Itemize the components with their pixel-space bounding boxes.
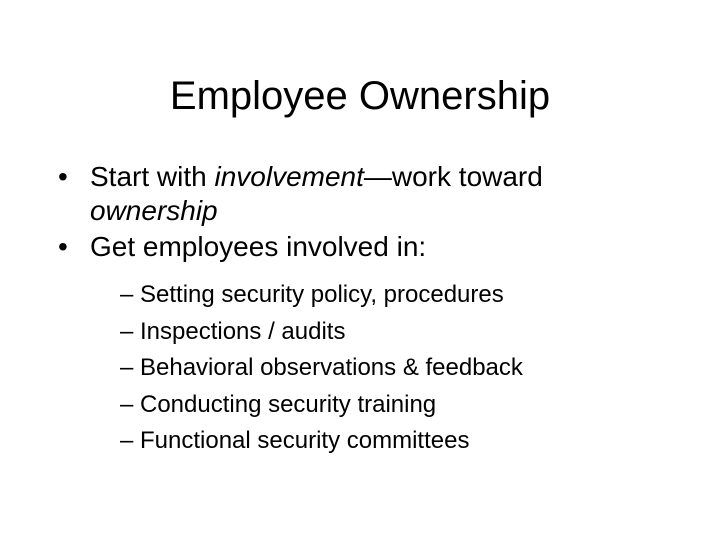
subbullet-item: [120, 314, 680, 351]
bullet-text-segment: Start with: [90, 161, 215, 192]
subbullet-item: [120, 277, 680, 314]
bullet-text-segment: —work toward: [363, 161, 543, 192]
subbullet-item: [120, 423, 680, 460]
subbullet-marker: –: [120, 427, 134, 454]
subbullet-text: Setting security policy, procedures: [140, 281, 504, 308]
bullet-list: [58, 160, 678, 266]
bullet-text-emphasis: involvement: [214, 161, 364, 192]
bullet-text-segment: Get employees involved in:: [90, 231, 427, 262]
bullet-marker: •: [58, 161, 68, 192]
subbullet-item: [120, 387, 680, 424]
subbullet-text: Conducting security training: [140, 390, 437, 418]
subbullet-text: Inspections / audits: [140, 317, 346, 345]
bullet-item: [58, 230, 678, 264]
subbullet-marker: –: [120, 390, 134, 418]
bullet-item: [58, 160, 678, 228]
subbullet-marker: –: [120, 281, 134, 308]
subbullet-marker: –: [120, 317, 134, 345]
bullet-text-emphasis: ownership: [90, 195, 218, 226]
subbullet-text: Behavioral observations & feedback: [140, 354, 523, 381]
bullet-text: [90, 231, 426, 262]
bullet-text: [90, 161, 543, 226]
bullet-marker: •: [58, 231, 68, 262]
subbullet-marker: –: [120, 354, 134, 381]
subbullet-list: [120, 277, 680, 460]
subbullet-text: Functional security committees: [140, 427, 470, 454]
slide-title: Employee Ownership: [169, 74, 551, 118]
subbullet-item: [120, 350, 680, 387]
